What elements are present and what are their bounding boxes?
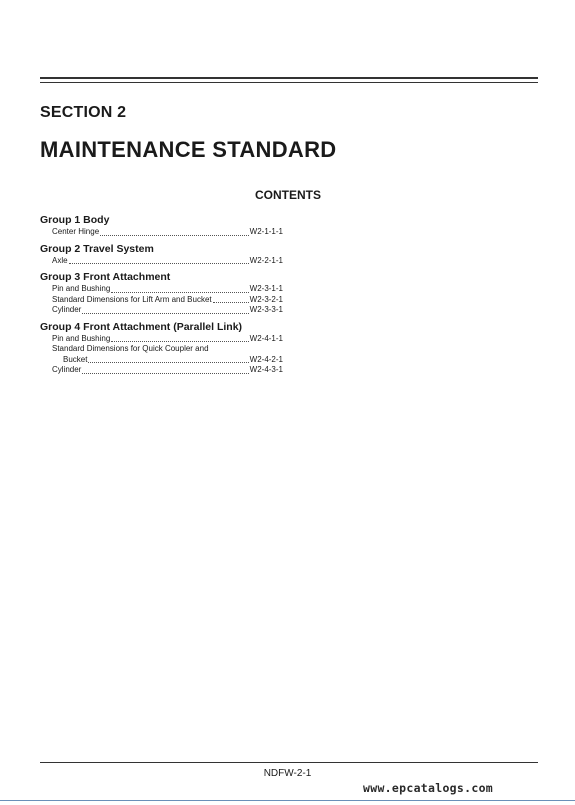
top-rule-thin bbox=[40, 82, 538, 83]
toc-entry[interactable] bbox=[40, 256, 283, 267]
group-title: Group 4 Front Attachment (Parallel Link) bbox=[40, 320, 243, 333]
table-of-contents bbox=[40, 213, 283, 380]
top-rule-thick bbox=[40, 77, 538, 79]
leader-dots bbox=[82, 313, 248, 314]
entry-label: Standard Dimensions for Lift Arm and Bucket bbox=[52, 294, 212, 304]
entry-page: W2-2-1-1 bbox=[249, 255, 283, 265]
toc-entry[interactable] bbox=[40, 284, 283, 295]
entry-page: W2-4-2-1 bbox=[249, 354, 283, 364]
leader-dots bbox=[69, 263, 249, 264]
entry-label: Bucket bbox=[63, 354, 88, 364]
leader-dots bbox=[111, 341, 248, 342]
leader-dots bbox=[100, 235, 249, 236]
leader-dots bbox=[88, 362, 248, 363]
entry-page: W2-3-2-1 bbox=[249, 294, 283, 304]
entry-page: W2-4-3-1 bbox=[249, 365, 283, 374]
bottom-rule bbox=[40, 762, 538, 763]
toc-entry[interactable] bbox=[40, 305, 283, 316]
entry-label: Pin and Bushing bbox=[52, 333, 111, 343]
page-number: NDFW-2-1 bbox=[263, 768, 312, 779]
leader-dots bbox=[213, 302, 249, 303]
entry-label: Cylinder bbox=[52, 365, 82, 374]
toc-entry[interactable] bbox=[40, 365, 283, 376]
section-title: MAINTENANCE STANDARD bbox=[40, 137, 337, 162]
leader-dots bbox=[111, 292, 248, 293]
entry-label: Cylinder bbox=[52, 305, 82, 314]
toc-group-2 bbox=[40, 242, 283, 267]
entry-page: W2-1-1-1 bbox=[249, 227, 283, 236]
entry-page: W2-3-3-1 bbox=[249, 305, 283, 314]
watermark: www.epcatalogs.com bbox=[363, 781, 494, 795]
group-title: Group 2 Travel System bbox=[40, 242, 154, 255]
toc-entry[interactable] bbox=[40, 355, 283, 366]
page-edge-line bbox=[0, 800, 575, 801]
toc-entry[interactable] bbox=[40, 334, 283, 345]
group-title: Group 3 Front Attachment bbox=[40, 271, 171, 283]
toc-entry[interactable] bbox=[40, 227, 283, 238]
group-title: Group 1 Body bbox=[40, 214, 110, 226]
leader-dots bbox=[82, 373, 248, 374]
toc-group-3 bbox=[40, 270, 283, 316]
toc-group-1 bbox=[40, 213, 283, 238]
section-label: SECTION 2 bbox=[40, 104, 127, 121]
entry-page: W2-4-1-1 bbox=[249, 333, 283, 343]
entry-page: W2-3-1-1 bbox=[249, 284, 283, 293]
toc-group-4 bbox=[40, 320, 283, 376]
entry-label: Pin and Bushing bbox=[52, 284, 111, 293]
entry-label: Axle bbox=[52, 255, 68, 265]
contents-heading: CONTENTS bbox=[255, 188, 321, 202]
entry-label: Center Hinge bbox=[52, 227, 100, 236]
entry-label-line1[interactable]: Standard Dimensions for Quick Coupler and bbox=[52, 344, 209, 353]
toc-entry[interactable] bbox=[40, 295, 283, 306]
